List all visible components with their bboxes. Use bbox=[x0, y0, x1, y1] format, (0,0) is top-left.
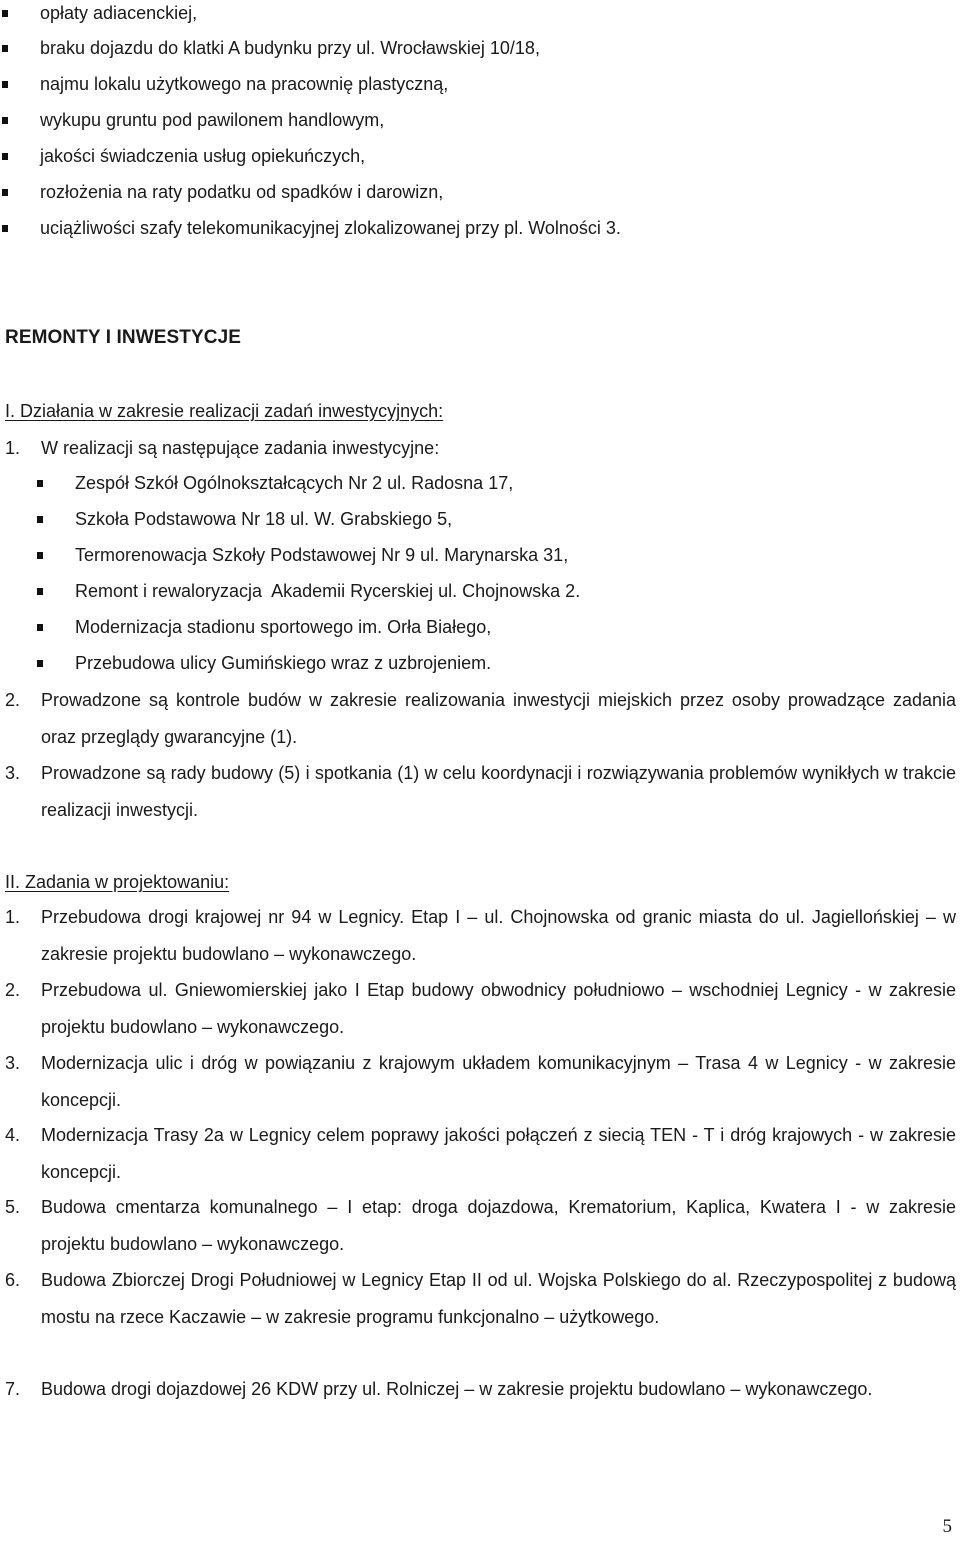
list-item-text: rozłożenia na raty podatku od spadków i darowizn, bbox=[40, 182, 444, 202]
bullet-square-icon bbox=[37, 588, 43, 595]
bullet-square-icon bbox=[2, 189, 8, 196]
item-text: Prowadzone są kontrole budów w zakresie realizowania inwestycji miejskich przez osoby prowadzące zadania oraz przeglądy gwarancyjne (1). bbox=[41, 690, 956, 747]
bullet-square-icon bbox=[2, 117, 8, 124]
item-number: 2. bbox=[5, 690, 21, 710]
list-item-text: Termorenowacja Szkoły Podstawowej Nr 9 ul. Marynarska 31, bbox=[75, 545, 569, 565]
item-number: 4. bbox=[5, 1125, 21, 1145]
bullet-square-icon bbox=[37, 660, 43, 667]
list-item-text: braku dojazdu do klatki A budynku przy ul. Wrocławskiej 10/18, bbox=[40, 38, 540, 58]
bullet-square-icon bbox=[37, 552, 43, 559]
list-item-text: Przebudowa ulicy Gumińskiego wraz z uzbrojeniem. bbox=[75, 653, 492, 673]
list-item-text: jakości świadczenia usług opiekuńczych, bbox=[40, 146, 366, 166]
bullet-square-icon bbox=[2, 10, 8, 17]
bullet-square-icon bbox=[37, 480, 43, 487]
item-text: Budowa Zbiorczej Drogi Południowej w Legnicy Etap II od ul. Wojska Polskiego do al. Rzeczypospolitej z budową mostu na rzece Kaczawie – w zakresie programu funkcjonalno – użytkowego. bbox=[41, 1270, 956, 1327]
bullet-square-icon bbox=[2, 225, 8, 232]
list-item-text: Szkoła Podstawowa Nr 18 ul. W. Grabskiego 5, bbox=[75, 509, 453, 529]
item-text: Prowadzone są rady budowy (5) i spotkania (1) w celu koordynacji i rozwiązywania problemów wynikłych w trakcie realizacji inwestycji. bbox=[41, 763, 956, 820]
list-item-text: najmu lokalu użytkowego na pracownię plastyczną, bbox=[40, 74, 449, 94]
bullet-square-icon bbox=[37, 624, 43, 631]
item-text: W realizacji są następujące zadania inwestycyjne: bbox=[41, 438, 440, 458]
page-number: 5 bbox=[942, 1516, 952, 1537]
item-number: 2. bbox=[5, 980, 21, 1000]
item-text: Modernizacja Trasy 2a w Legnicy celem poprawy jakości połączeń z siecią TEN - T i dróg krajowych - w zakresie koncepcji. bbox=[41, 1125, 956, 1182]
bullet-square-icon bbox=[37, 516, 43, 523]
item-number: 7. bbox=[5, 1379, 21, 1399]
item-number: 1. bbox=[5, 907, 21, 927]
item-text: Budowa drogi dojazdowej 26 KDW przy ul. Rolniczej – w zakresie projektu budowlano – wykonawczego. bbox=[41, 1379, 873, 1399]
item-text: Budowa cmentarza komunalnego – I etap: droga dojazdowa, Krematorium, Kaplica, Kwatera I - w zakresie projektu budowlano – wykonawczego. bbox=[41, 1197, 956, 1254]
section-title: REMONTY I INWESTYCJE bbox=[5, 327, 242, 348]
item-number: 1. bbox=[5, 438, 21, 458]
bullet-square-icon bbox=[2, 81, 8, 88]
subsection-heading: I. Działania w zakresie realizacji zadań inwestycyjnych: bbox=[5, 401, 444, 421]
list-item-text: uciążliwości szafy telekomunikacyjnej zlokalizowanej przy pl. Wolności 3. bbox=[40, 218, 621, 238]
bullet-square-icon bbox=[2, 153, 8, 160]
list-item-text: wykupu gruntu pod pawilonem handlowym, bbox=[40, 110, 385, 130]
item-text: Modernizacja ulic i dróg w powiązaniu z krajowym układem komunikacyjnym – Trasa 4 w Legnicy - w zakresie koncepcji. bbox=[41, 1053, 956, 1110]
item-number: 6. bbox=[5, 1270, 21, 1290]
list-item-text: Zespół Szkół Ogólnokształcących Nr 2 ul. Radosna 17, bbox=[75, 473, 514, 493]
item-number: 3. bbox=[5, 763, 21, 783]
list-item-text: Remont i rewaloryzacja Akademii Rycerskiej ul. Chojnowska 2. bbox=[75, 581, 581, 601]
list-item-text: Modernizacja stadionu sportowego im. Orła Białego, bbox=[75, 617, 492, 637]
item-text: Przebudowa drogi krajowej nr 94 w Legnicy. Etap I – ul. Chojnowska od granic miasta do ul. Jagiellońskiej – w zakresie projektu budowlano – wykonawczego. bbox=[41, 907, 956, 964]
item-number: 5. bbox=[5, 1197, 21, 1217]
list-item-text: opłaty adiacenckiej, bbox=[40, 3, 198, 23]
item-text: Przebudowa ul. Gniewomierskiej jako I Etap budowy obwodnicy południowo – wschodniej Legnicy - w zakresie projektu budowlano – wykonawczego. bbox=[41, 980, 956, 1037]
bullet-square-icon bbox=[2, 45, 8, 52]
subsection-heading: II. Zadania w projektowaniu: bbox=[5, 872, 230, 892]
item-number: 3. bbox=[5, 1053, 21, 1073]
